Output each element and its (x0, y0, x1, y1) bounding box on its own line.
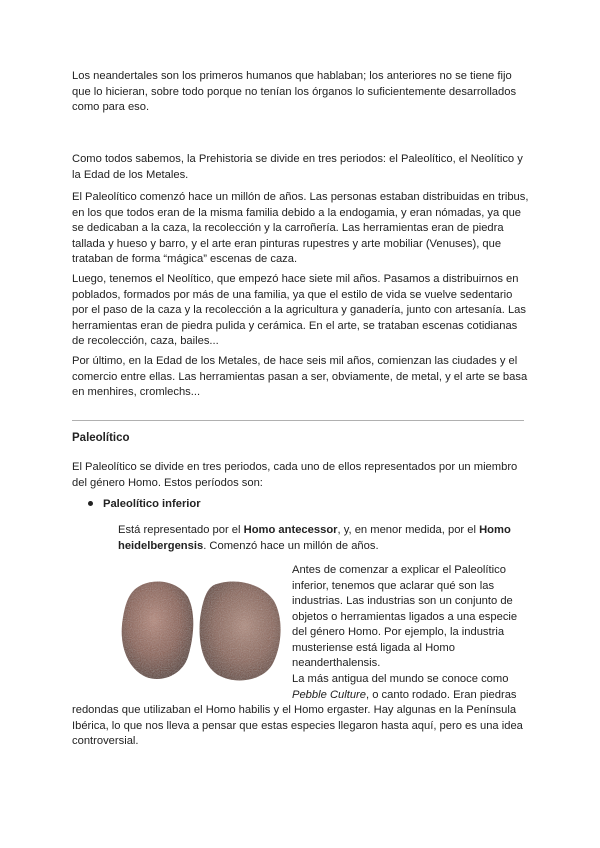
pebble-tools-image (116, 575, 286, 685)
pebble-stones-icon (116, 575, 286, 685)
metal-age-paragraph: Por último, en la Edad de los Metales, de hace seis mil años, comienzan las ciudades y el comercio entre ellas. Las herramientas pasan a ser, obviamente, de metal, y el arte se basa en menhires, cromlechs... (72, 355, 528, 398)
neolithic-paragraph: Luego, tenemos el Neolítico, que empezó hace siete mil años. Pasamos a distribuirnos en poblados, formados por más de una familia, ya que el estilo de vida se vuelve sedentario por el paso de la caza y la recolección a la agricultura y ganadería, junto con artesanía. Las herramientas eran de piedra pulida y cerámica. En el arte, se trataban escenas cotidianas de recolección, caza, bailes... (72, 273, 526, 347)
bullet-item (88, 498, 201, 510)
section-intro: El Paleolítico se divide en tres periodos, cada uno de ellos representados por un miembro del género Homo. Estos períodos son: (72, 461, 518, 489)
periods-paragraph: Como todos sabemos, la Prehistoria se divide en tres periodos: el Paleolítico, el Neolítico y la Edad de los Metales. (72, 153, 523, 181)
homo-heidelbergensis: Homo heidelbergensis (118, 524, 511, 552)
bullet-title: Paleolítico inferior (103, 498, 201, 510)
industries-paragraph: Antes de comenzar a explicar el Paleolítico inferior, tenemos que aclarar qué son las industrias. Las industrias son un conjunto de objetos o herramientas ligados a una especie del género Homo. Por ejemplo, la industria musteriense está ligada al Homo neanderthalensis. (292, 564, 518, 669)
pebble-culture-term: Pebble Culture (292, 688, 367, 701)
inferior-paragraph: Está representado por el Homo antecessor, y, en menor medida, por el Homo heidelbergensis. Comenzó hace un millón de años. (118, 524, 511, 552)
paleolithic-paragraph: El Paleolítico comenzó hace un millón de años. Las personas estaban distribuidas en tribus, en los que todos eran de la misma familia debido a la endogamia, y eran nómadas, ya que se dedicaban a la caza, la recolección y la carroñería. Las herramientas eran de piedra tallada y hueso y barro, y el arte eran pinturas rupestres y arte mobiliar (Venuses), que trataban de forma “mágica” escenas de caza. (72, 191, 529, 265)
intro-paragraph: Los neandertales son los primeros humanos que hablaban; los anteriores no se tiene fijo que lo hicieran, sobre todo porque no tenían los órganos lo suficientemente desarrollados como para eso. (72, 70, 517, 113)
homo-antecessor: Homo antecessor (243, 524, 338, 536)
horizontal-rule (72, 420, 524, 421)
pebble-culture-block: La más antigua del mundo se conoce como Pebble Culture, o canto rodado. Eran piedras redondas que utilizaban el Homo habilis y el Homo ergaster. Hay algunas en la Península Ibérica, lo que nos lleva a pensar que estas especies llegaron hasta aquí, pero es una idea controversial. (72, 673, 523, 747)
bullet-icon (88, 501, 93, 506)
section-heading: Paleolítico (72, 432, 130, 444)
